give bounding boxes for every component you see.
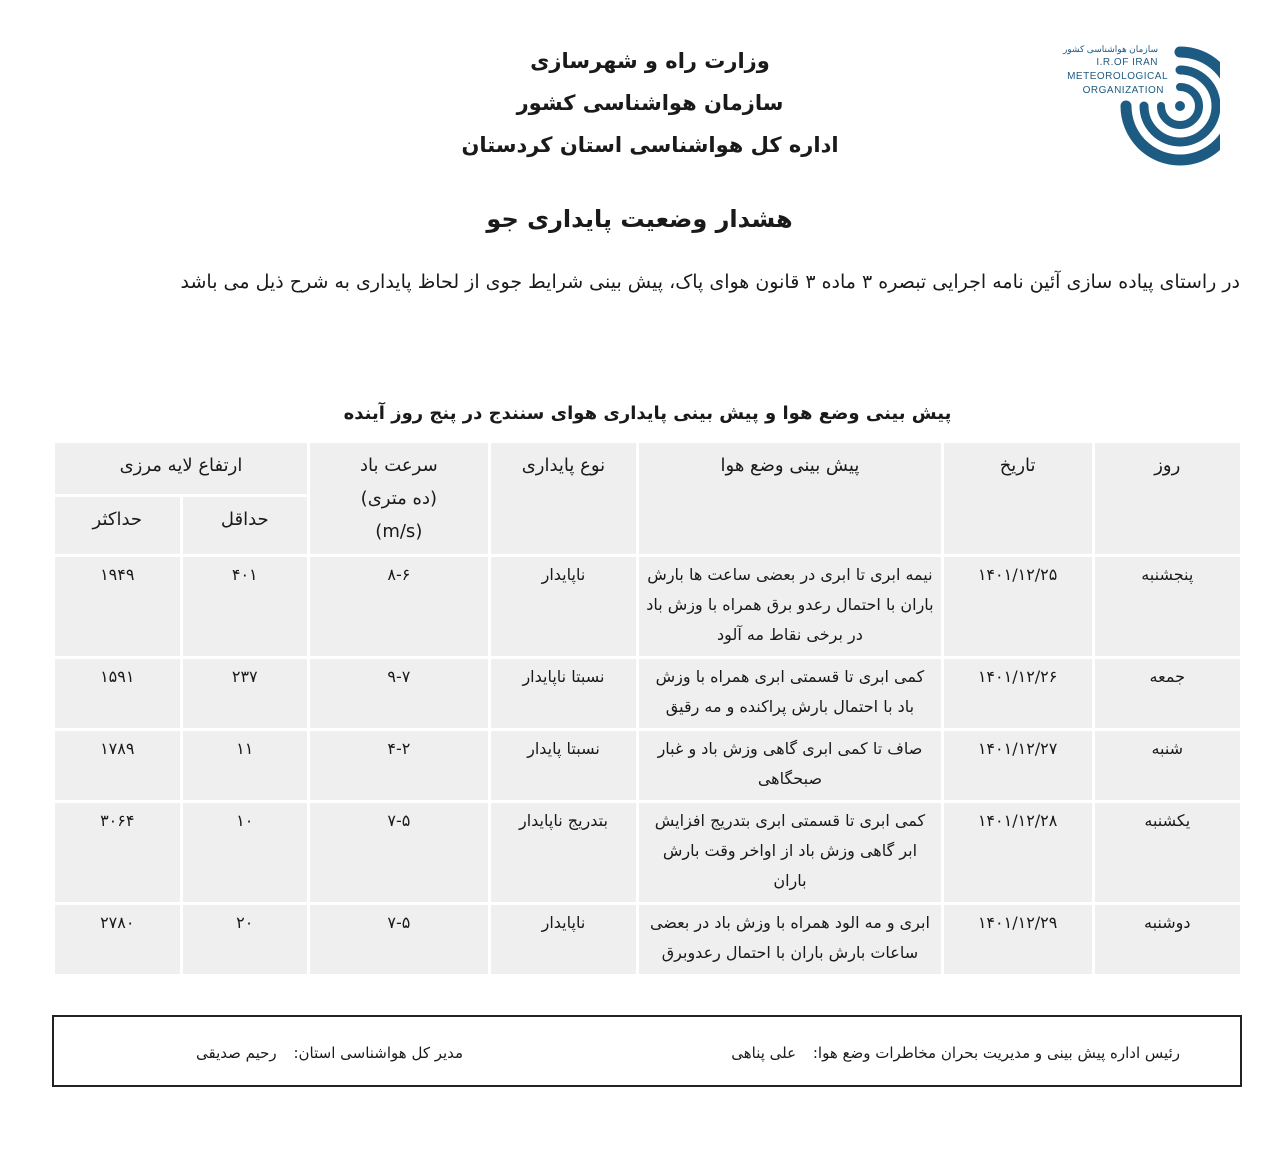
header-day: روز [1093, 442, 1241, 556]
ministry-name: وزارت راه و شهرسازی [530, 49, 770, 73]
signature-box [52, 1015, 1242, 1087]
cell-stability: ناپایدار [489, 556, 638, 658]
header-wind-label: سرعت باد [359, 455, 438, 476]
director-role: مدیر کل هواشناسی استان: [293, 1044, 464, 1062]
cell-min: ۲۰ [181, 904, 308, 976]
cell-max: ۱۷۸۹ [54, 730, 182, 802]
cell-stability: بتدریج ناپایدار [489, 802, 638, 904]
logo-text-line3: ORGANIZATION [1082, 85, 1164, 96]
table-row [54, 904, 1242, 976]
cell-weather: کمی ابری تا قسمتی ابری همراه با وزش باد با احتمال بارش پراکنده و مه رقیق [638, 658, 942, 730]
cell-weather: کمی ابری تا قسمتی ابری بتدریج افزایش ابر گاهی وزش باد از اواخر وقت بارش باران [638, 802, 942, 904]
cell-date: ۱۴۰۱/۱۲/۲۹ [942, 904, 1093, 976]
forecast-head-role: رئیس اداره پیش بینی و مدیریت بحران مخاطرات وضع هوا: [812, 1044, 1180, 1062]
cell-day: پنجشنبه [1093, 556, 1241, 658]
cell-date: ۱۴۰۱/۱۲/۲۶ [942, 658, 1093, 730]
cell-weather: ابری و مه الود همراه با وزش باد در بعضی ساعات بارش باران با احتمال رعدوبرق [638, 904, 942, 976]
director-name: رحیم صدیقی [196, 1044, 277, 1062]
page-title: هشدار وضعیت پایداری جو [486, 205, 793, 233]
logo-text-line2: METEOROLOGICAL [1067, 71, 1168, 82]
cell-day: دوشنبه [1093, 904, 1241, 976]
table-header-row [54, 442, 1242, 496]
cell-date: ۱۴۰۱/۱۲/۲۸ [942, 802, 1093, 904]
table-row [54, 730, 1242, 802]
table-row [54, 802, 1242, 904]
cell-stability: نسبتا پایدار [489, 730, 638, 802]
header-weather: پیش بینی وضع هوا [638, 442, 942, 556]
cell-min: ۱۰ [181, 802, 308, 904]
forecast-head-signature [731, 1044, 1180, 1062]
cell-max: ۱۹۴۹ [54, 556, 182, 658]
table-title: پیش بینی وضع هوا و پیش بینی پایداری هوای سنندج در پنج روز آینده [343, 403, 952, 424]
director-signature [196, 1044, 463, 1062]
document-header [420, 40, 880, 166]
cell-max: ۱۵۹۱ [54, 658, 182, 730]
cell-date: ۱۴۰۱/۱۲/۲۵ [942, 556, 1093, 658]
header-min: حداقل [181, 495, 308, 555]
intro-paragraph: در راستای پیاده سازی آئین نامه اجرایی تبصره ۳ ماده ۳ قانون هوای پاک، پیش بینی شرایط جوی از لحاظ پایداری به شرح ذیل می باشد [180, 271, 1240, 293]
cell-max: ۳۰۶۴ [54, 802, 182, 904]
cell-stability: نسبتا ناپایدار [489, 658, 638, 730]
header-boundary: ارتفاع لایه مرزی [54, 442, 309, 496]
cell-min: ۱۱ [181, 730, 308, 802]
cell-min: ۲۳۷ [181, 658, 308, 730]
cell-date: ۱۴۰۱/۱۲/۲۷ [942, 730, 1093, 802]
logo-spiral-icon [1040, 40, 1220, 170]
table-row [54, 658, 1242, 730]
department-name: اداره کل هواشناسی استان کردستان [461, 133, 839, 157]
header-date: تاریخ [942, 442, 1093, 556]
cell-stability: ناپایدار [489, 904, 638, 976]
organization-name: سازمان هواشناسی کشور [516, 91, 784, 115]
forecast-head-name: علی پناهی [731, 1044, 797, 1062]
cell-wind: ۸-۶ [308, 556, 489, 658]
header-wind-unit: (m/s) [375, 521, 423, 542]
cell-wind: ۷-۵ [308, 904, 489, 976]
logo-text-fa: سازمان هواشناسی کشور [1062, 44, 1158, 54]
forecast-table [52, 440, 1243, 977]
cell-wind: ۹-۷ [308, 658, 489, 730]
meteorological-organization-logo [1040, 40, 1220, 170]
table-row [54, 556, 1242, 658]
cell-wind: ۴-۲ [308, 730, 489, 802]
cell-day: جمعه [1093, 658, 1241, 730]
cell-day: یکشنبه [1093, 802, 1241, 904]
cell-day: شنبه [1093, 730, 1241, 802]
header-stability: نوع پایداری [489, 442, 638, 556]
header-wind [308, 442, 489, 556]
cell-weather: صاف تا کمی ابری گاهی وزش باد و غبار صبحگاهی [638, 730, 942, 802]
cell-wind: ۷-۵ [308, 802, 489, 904]
cell-weather: نیمه ابری تا ابری در بعضی ساعت ها بارش باران با احتمال رعدو برق همراه با وزش باد در برخی نقاط مه آلود [638, 556, 942, 658]
header-wind-sub: (ده متری) [360, 488, 437, 509]
cell-min: ۴۰۱ [181, 556, 308, 658]
cell-max: ۲۷۸۰ [54, 904, 182, 976]
logo-text-line1: I.R.OF IRAN [1096, 57, 1158, 68]
header-max: حداکثر [54, 495, 182, 555]
